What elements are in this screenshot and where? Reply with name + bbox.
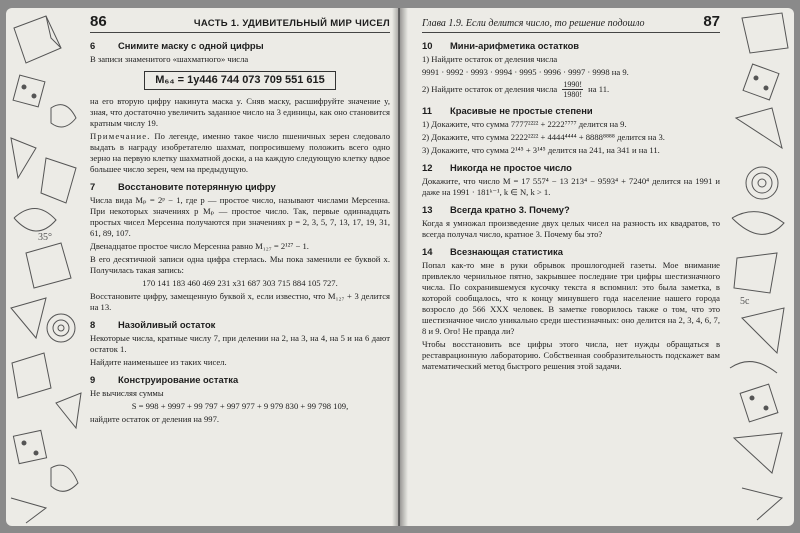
problem-title: Всезнающая статистика bbox=[450, 246, 563, 257]
problem-title: Красивые не простые степени bbox=[450, 105, 593, 116]
left-running-header bbox=[90, 13, 390, 33]
problem-14-heading bbox=[422, 246, 720, 257]
problem-9-heading bbox=[90, 374, 390, 385]
problem-14-body-2: Чтобы восстановить все цифры этого числа, нет нужды обращаться в реставрационную лабораторию. Собственная сообразительность подскажет вам математический метод быстрого решения этой задачи. bbox=[422, 339, 720, 371]
left-page-number: 86 bbox=[90, 13, 107, 30]
problem-14-body-1: Попал как-то мне в руки обрывок прошлогодней газеты. Мое внимание привлекло чернильное пятно, закрывшее последние три цифры шестизначного числа. По сохранившемуся кусочку текста я вспомнил: это была заметка, в которой сообщалось, что к концу минувшего года население нашего города возросло до 566 XXX человек. В заметке говорилось также о том, что это шестизначное число уникально среди шестизначных: оно делится на 2, 3, 4, 6, 7, 8 и 9. Ого! Не правда ли? bbox=[422, 260, 720, 336]
right-page bbox=[400, 8, 794, 526]
problem-8-body-2: Найдите наименьшее из таких чисел. bbox=[90, 357, 227, 367]
mersenne-number: 170 141 183 460 469 231 x31 687 303 715 884 105 727. bbox=[142, 278, 338, 288]
problem-number: 8 bbox=[90, 319, 96, 330]
problem-title: Никогда не простое число bbox=[450, 162, 572, 173]
problem-number: 6 bbox=[90, 40, 96, 51]
margin-doodles-left bbox=[6, 8, 86, 526]
sum-expression: S = 998 + 9997 + 99 797 + 997 977 + 9 979 830 + 99 798 109, bbox=[131, 401, 349, 411]
problem-title: Назойливый остаток bbox=[118, 319, 216, 330]
problem-number: 7 bbox=[90, 181, 96, 192]
problem-title: Мини-арифметика остатков bbox=[450, 40, 580, 51]
fraction-denominator: 1980! bbox=[563, 90, 582, 99]
problem-8-heading bbox=[90, 319, 390, 330]
problem-number: 11 bbox=[422, 105, 432, 116]
problem-8-body-1: Некоторые числа, кратные числу 7, при делении на 2, на 3, на 4, на 5 и на 6 дают остаток 1. bbox=[90, 333, 390, 354]
problem-7-body-3: В его десятичной записи одна цифра стерлась. Мы пока заменили ее буквой x. Получилась такая запись: bbox=[90, 254, 390, 275]
problem-11-heading bbox=[422, 105, 720, 116]
problem-number: 10 bbox=[422, 40, 433, 51]
problem-7-body-1: Числа вида Mₚ = 2ᵖ − 1, где p — простое число, называют числами Мерсенна. При некоторых значениях p Mₚ — простое число. Так, первые одиннадцать простых чисел Мерсенна получаются при значениях p = 2, 3, 5, 7, 13, 17, 19, 31, 61, 89, 107. bbox=[90, 195, 390, 238]
problem-number: 14 bbox=[422, 246, 433, 257]
problem-6-note bbox=[90, 131, 390, 175]
chess-number-formula: M₆₄ = 1y446 744 073 709 551 615 bbox=[144, 71, 336, 90]
right-page-number: 87 bbox=[703, 13, 720, 30]
problem-7-body-4: Восстановите цифру, замещенную буквой x, если известно, что M₁₂₇ + 3 делится на 13. bbox=[90, 291, 390, 312]
problem-13-body: Когда я умножал произведение двух целых чисел на разность их квадратов, то всегда получал число, кратное 3. Почему бы это? bbox=[422, 218, 720, 239]
problem-number: 13 bbox=[422, 204, 433, 215]
problem-13-heading bbox=[422, 204, 720, 215]
doodle-text-right: 5c bbox=[740, 296, 750, 307]
problem-7-heading bbox=[90, 181, 390, 192]
factorial-fraction bbox=[562, 80, 583, 99]
problem-9-body-1: Не вычисляя суммы bbox=[90, 388, 164, 398]
problem-6-heading bbox=[90, 40, 390, 51]
problem-6-body: на его вторую цифру накинута маска y. Сняв маску, расшифруйте значение y, зная, что достаточно увеличить заданное число на 3 единицы, как оно становится кратным числу 19. bbox=[90, 96, 390, 128]
doodle-text-left: 35° bbox=[38, 232, 52, 243]
problem-12-heading bbox=[422, 162, 720, 173]
problem-number: 12 bbox=[422, 162, 433, 173]
right-running-head: Глава 1.9. Если делится число, то решение подошло bbox=[422, 18, 645, 29]
problem-12-body: Докажите, что число M = 17 557⁴ − 13 213⁴ − 9593⁴ + 7240⁴ делится на 1991 и даже на 1991 · 181ᵏ⁻¹, k ∈ N, k > 1. bbox=[422, 176, 720, 197]
problem-7-body-2: Двенадцатое простое число Мерсенна равно M₁₂₇ = 2¹²⁷ − 1. bbox=[90, 241, 309, 251]
problem-number: 9 bbox=[90, 374, 96, 385]
problem-9-body-2: найдите остаток от деления на 997. bbox=[90, 414, 220, 424]
margin-doodles-right bbox=[722, 8, 794, 526]
problem-10-item-1: 1) Найдите остаток от деления числа bbox=[422, 54, 558, 64]
problem-10-heading bbox=[422, 40, 720, 51]
problem-11-item-3: 3) Докажите, что сумма 2¹⁴⁵ + 3¹⁴⁵ делится на 241, на 341 и на 11. bbox=[422, 145, 660, 155]
left-page-content bbox=[90, 13, 390, 427]
problem-10-item-2 bbox=[422, 80, 720, 99]
problem-title: Снимите маску с одной цифры bbox=[118, 40, 264, 51]
problem-6-intro: В записи знаменитого «шахматного» числа bbox=[90, 54, 249, 64]
item-2-suffix: на 11. bbox=[586, 84, 610, 94]
product-expression: 9991 · 9992 · 9993 · 9994 · 9995 · 9996 · 9997 · 9998 на 9. bbox=[422, 67, 629, 77]
left-page bbox=[6, 8, 398, 526]
left-running-head: ЧАСТЬ 1. УДИВИТЕЛЬНЫЙ МИР ЧИСЕЛ bbox=[193, 18, 390, 29]
problem-title: Всегда кратно 3. Почему? bbox=[450, 204, 570, 215]
right-page-content bbox=[422, 13, 720, 374]
fraction-numerator: 1990! bbox=[563, 80, 582, 89]
problem-title: Восстановите потерянную цифру bbox=[118, 181, 276, 192]
item-2-prefix: 2) Найдите остаток от деления числа bbox=[422, 84, 560, 94]
problem-11-item-1: 1) Докажите, что сумма 7777²²²² + 2222⁷⁷⁷⁷ делится на 9. bbox=[422, 119, 627, 129]
note-text: По легенде, именно такое число пшеничных зерен следовало выдать в награду изобретателю шахмат, попросившему положить всего одно зерно на первую клетку шахматной доски, а на каждую следующую клетку вдвое большее число зерен, чем на предыдущую. bbox=[90, 131, 390, 174]
problem-11-item-2: 2) Докажите, что сумма 2222²²²² + 4444⁴⁴⁴⁴ + 8888⁸⁸⁸⁸ делится на 3. bbox=[422, 132, 665, 142]
problem-title: Конструирование остатка bbox=[118, 374, 239, 385]
right-running-header bbox=[422, 13, 720, 33]
note-label: Примечание. bbox=[90, 131, 151, 141]
